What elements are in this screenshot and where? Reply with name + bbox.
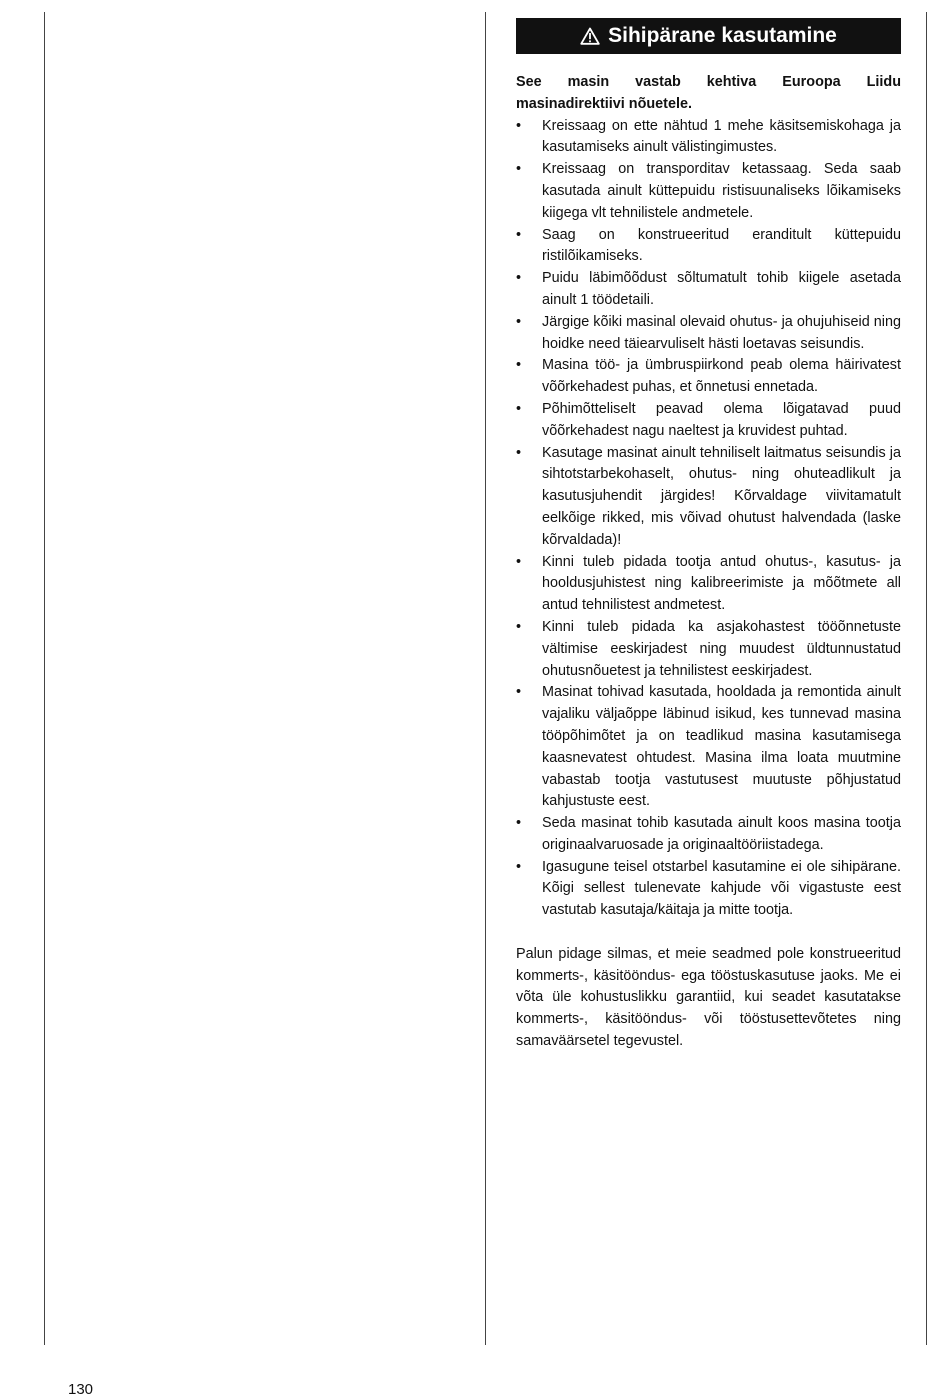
list-item — [516, 355, 901, 399]
left-margin-line — [44, 12, 45, 1345]
bullet-marker: • — [516, 684, 522, 701]
list-item — [516, 443, 901, 552]
right-margin-line — [926, 12, 927, 1345]
warning-triangle-icon — [580, 27, 600, 45]
list-item — [516, 399, 901, 443]
list-item-text: Masina töö- ja ümbruspiirkond peab olema häirivatest võõrkehadest puhas, et õnnetusi ennetada. — [542, 357, 901, 396]
bullet-marker: • — [516, 357, 522, 374]
bullet-marker: • — [516, 553, 522, 570]
usage-bullet-list — [516, 116, 901, 922]
list-item-text: Põhimõtteliselt peavad olema lõigatavad puud võõrkehadest nagu naeltest ja kruvidest puhtad. — [542, 400, 901, 439]
list-item — [516, 682, 901, 813]
page-number: 130 — [68, 1381, 94, 1398]
list-item — [516, 813, 901, 857]
right-column — [516, 18, 901, 1067]
bullet-marker: • — [516, 270, 522, 287]
list-item — [516, 857, 901, 922]
list-item-text: Masinat tohivad kasutada, hooldada ja remontida ainult vajaliku väljaõppe läbinud isikud, kes tunnevad masina tööpõhimõtet ja on teadlikud masina kasutamisega kaasnevatest ohtudest. Masina ilma loata muutmine vabastab tootja vastutusest muutuste põhjustatud kahjustuste eest. — [542, 684, 901, 810]
bullet-marker: • — [516, 400, 522, 417]
column-divider-line — [485, 12, 486, 1345]
list-item — [516, 617, 901, 682]
bullet-marker: • — [516, 618, 522, 635]
list-item — [516, 268, 901, 312]
list-item — [516, 225, 901, 269]
bullet-marker: • — [516, 226, 522, 243]
usage-note: Palun pidage silmas, et meie seadmed pole konstrueeritud kommerts-, käsitööndus- ega tööstuskasutuse jaoks. Me ei võta üle kohustuslikku garantiid, kui seadet kasutatakse kommerts-, käsitööndus- või tööstusettevõtetes ning samaväärsetel tegevustel. — [516, 945, 901, 1050]
bullet-marker: • — [516, 815, 522, 832]
list-item — [516, 116, 901, 160]
list-item — [516, 552, 901, 617]
bullet-marker: • — [516, 161, 522, 178]
intro-statement: See masin vastab kehtiva Euroopa Liidu masinadirektiivi nõuetele. — [516, 74, 901, 112]
list-item-text: Kreissaag on ette nähtud 1 mehe käsitsemiskohaga ja kasutamiseks ainult välistingimustes. — [542, 117, 901, 156]
list-item-text: Järgige kõiki masinal olevaid ohutus- ja ohujuhiseid ning hoidke need täiearvuliselt hästi loetavas seisundis. — [542, 313, 901, 352]
list-item-text: Saag on konstrueeritud eranditult küttepuidu ristilõikamiseks. — [542, 226, 901, 265]
list-item-text: Kinni tuleb pidada ka asjakohastest tööõnnetuste vältimise eeskirjadest ning muudest üldtunnustatud ohutusnõuetest ja tehnilistest eeskirjadest. — [542, 618, 901, 679]
list-item-text: Seda masinat tohib kasutada ainult koos masina tootja originaalvaruosade ja originaaltööriistadega. — [542, 815, 901, 853]
list-item — [516, 312, 901, 356]
list-item-text: Igasugune teisel otstarbel kasutamine ei ole sihipärane. Kõigi sellest tulenevate kahjude või vigastuste eest vastutab kasutaja/käitaja ja mitte tootja. — [542, 858, 901, 919]
list-item — [516, 159, 901, 224]
list-item-text: Kinni tuleb pidada tootja antud ohutus-, kasutus- ja hooldusjuhistest ning kalibreerimiste ja mõõtmete all antud tehnilistest andmetest. — [542, 553, 901, 614]
bullet-marker: • — [516, 858, 522, 875]
section-header — [516, 18, 901, 54]
bullet-marker: • — [516, 117, 522, 134]
list-item-text: Kasutage masinat ainult tehniliselt laitmatus seisundis ja sihtotstarbekohaselt, ohutus- ning ohuteadlikult ja kasutusjuhendit järgides! Kõrvaldage viivitamatult eelkõige rikked, mis võivad ohutust halvendada (laske kõrvaldada)! — [542, 444, 901, 548]
list-item-text: Puidu läbimõõdust sõltumatult tohib kiigele asetada ainult 1 töödetaili. — [542, 270, 901, 308]
bullet-marker: • — [516, 313, 522, 330]
bullet-marker: • — [516, 444, 522, 461]
list-item-text: Kreissaag on transporditav ketassaag. Seda saab kasutada ainult küttepuidu ristisuunaliseks lõikamiseks kiigega vlt tehnilistele andmetele. — [542, 161, 901, 221]
section-title: Sihipärane kasutamine — [608, 24, 837, 48]
